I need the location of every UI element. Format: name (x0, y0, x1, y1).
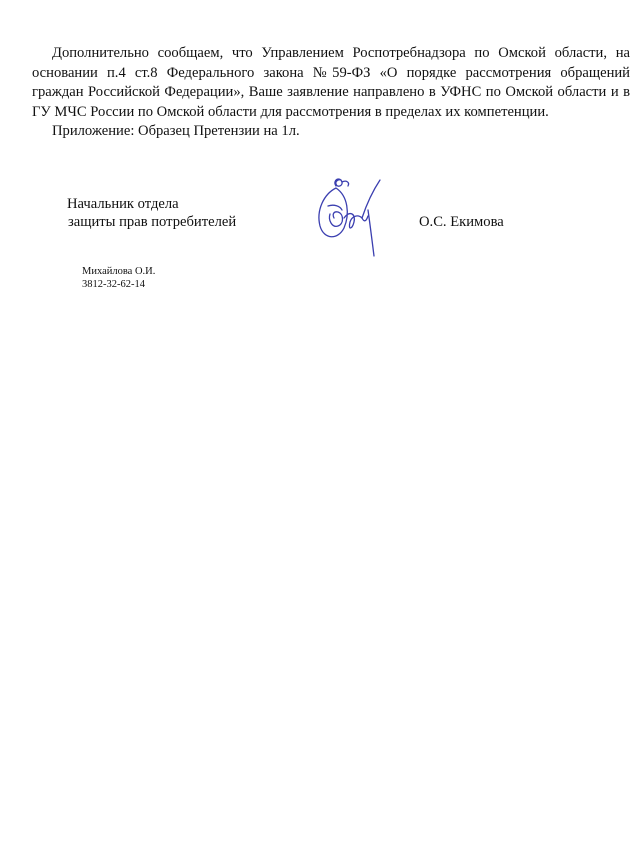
signer-position-line1: Начальник отдела (67, 196, 179, 212)
letter-body (32, 44, 630, 142)
signer-position (67, 195, 236, 231)
letter-paragraph: Дополнительно сообщаем, что Управлением Роспотребнадзора по Омской области, на основании п.4 ст.8 Федерального закона №59-ФЗ «О порядке рассмотрения обращений граждан Российской Федерации», Ваше заявление направлено в УФНС по Омской области и в ГУ МЧС России по Омской области для рассмотрения в пределах их компетенции. (32, 45, 630, 120)
handwritten-signature (306, 170, 398, 270)
signer-position-line2: защиты прав потребителей (68, 214, 237, 230)
attachment-line: Приложение: Образец Претензии на 1л. (52, 123, 300, 139)
executor-phone: 3812-32-62-14 (82, 279, 145, 290)
executor-name: Михайлова О.И. (82, 266, 156, 277)
signer-name: О.С. Екимова (419, 214, 504, 230)
executor-info (82, 265, 155, 291)
